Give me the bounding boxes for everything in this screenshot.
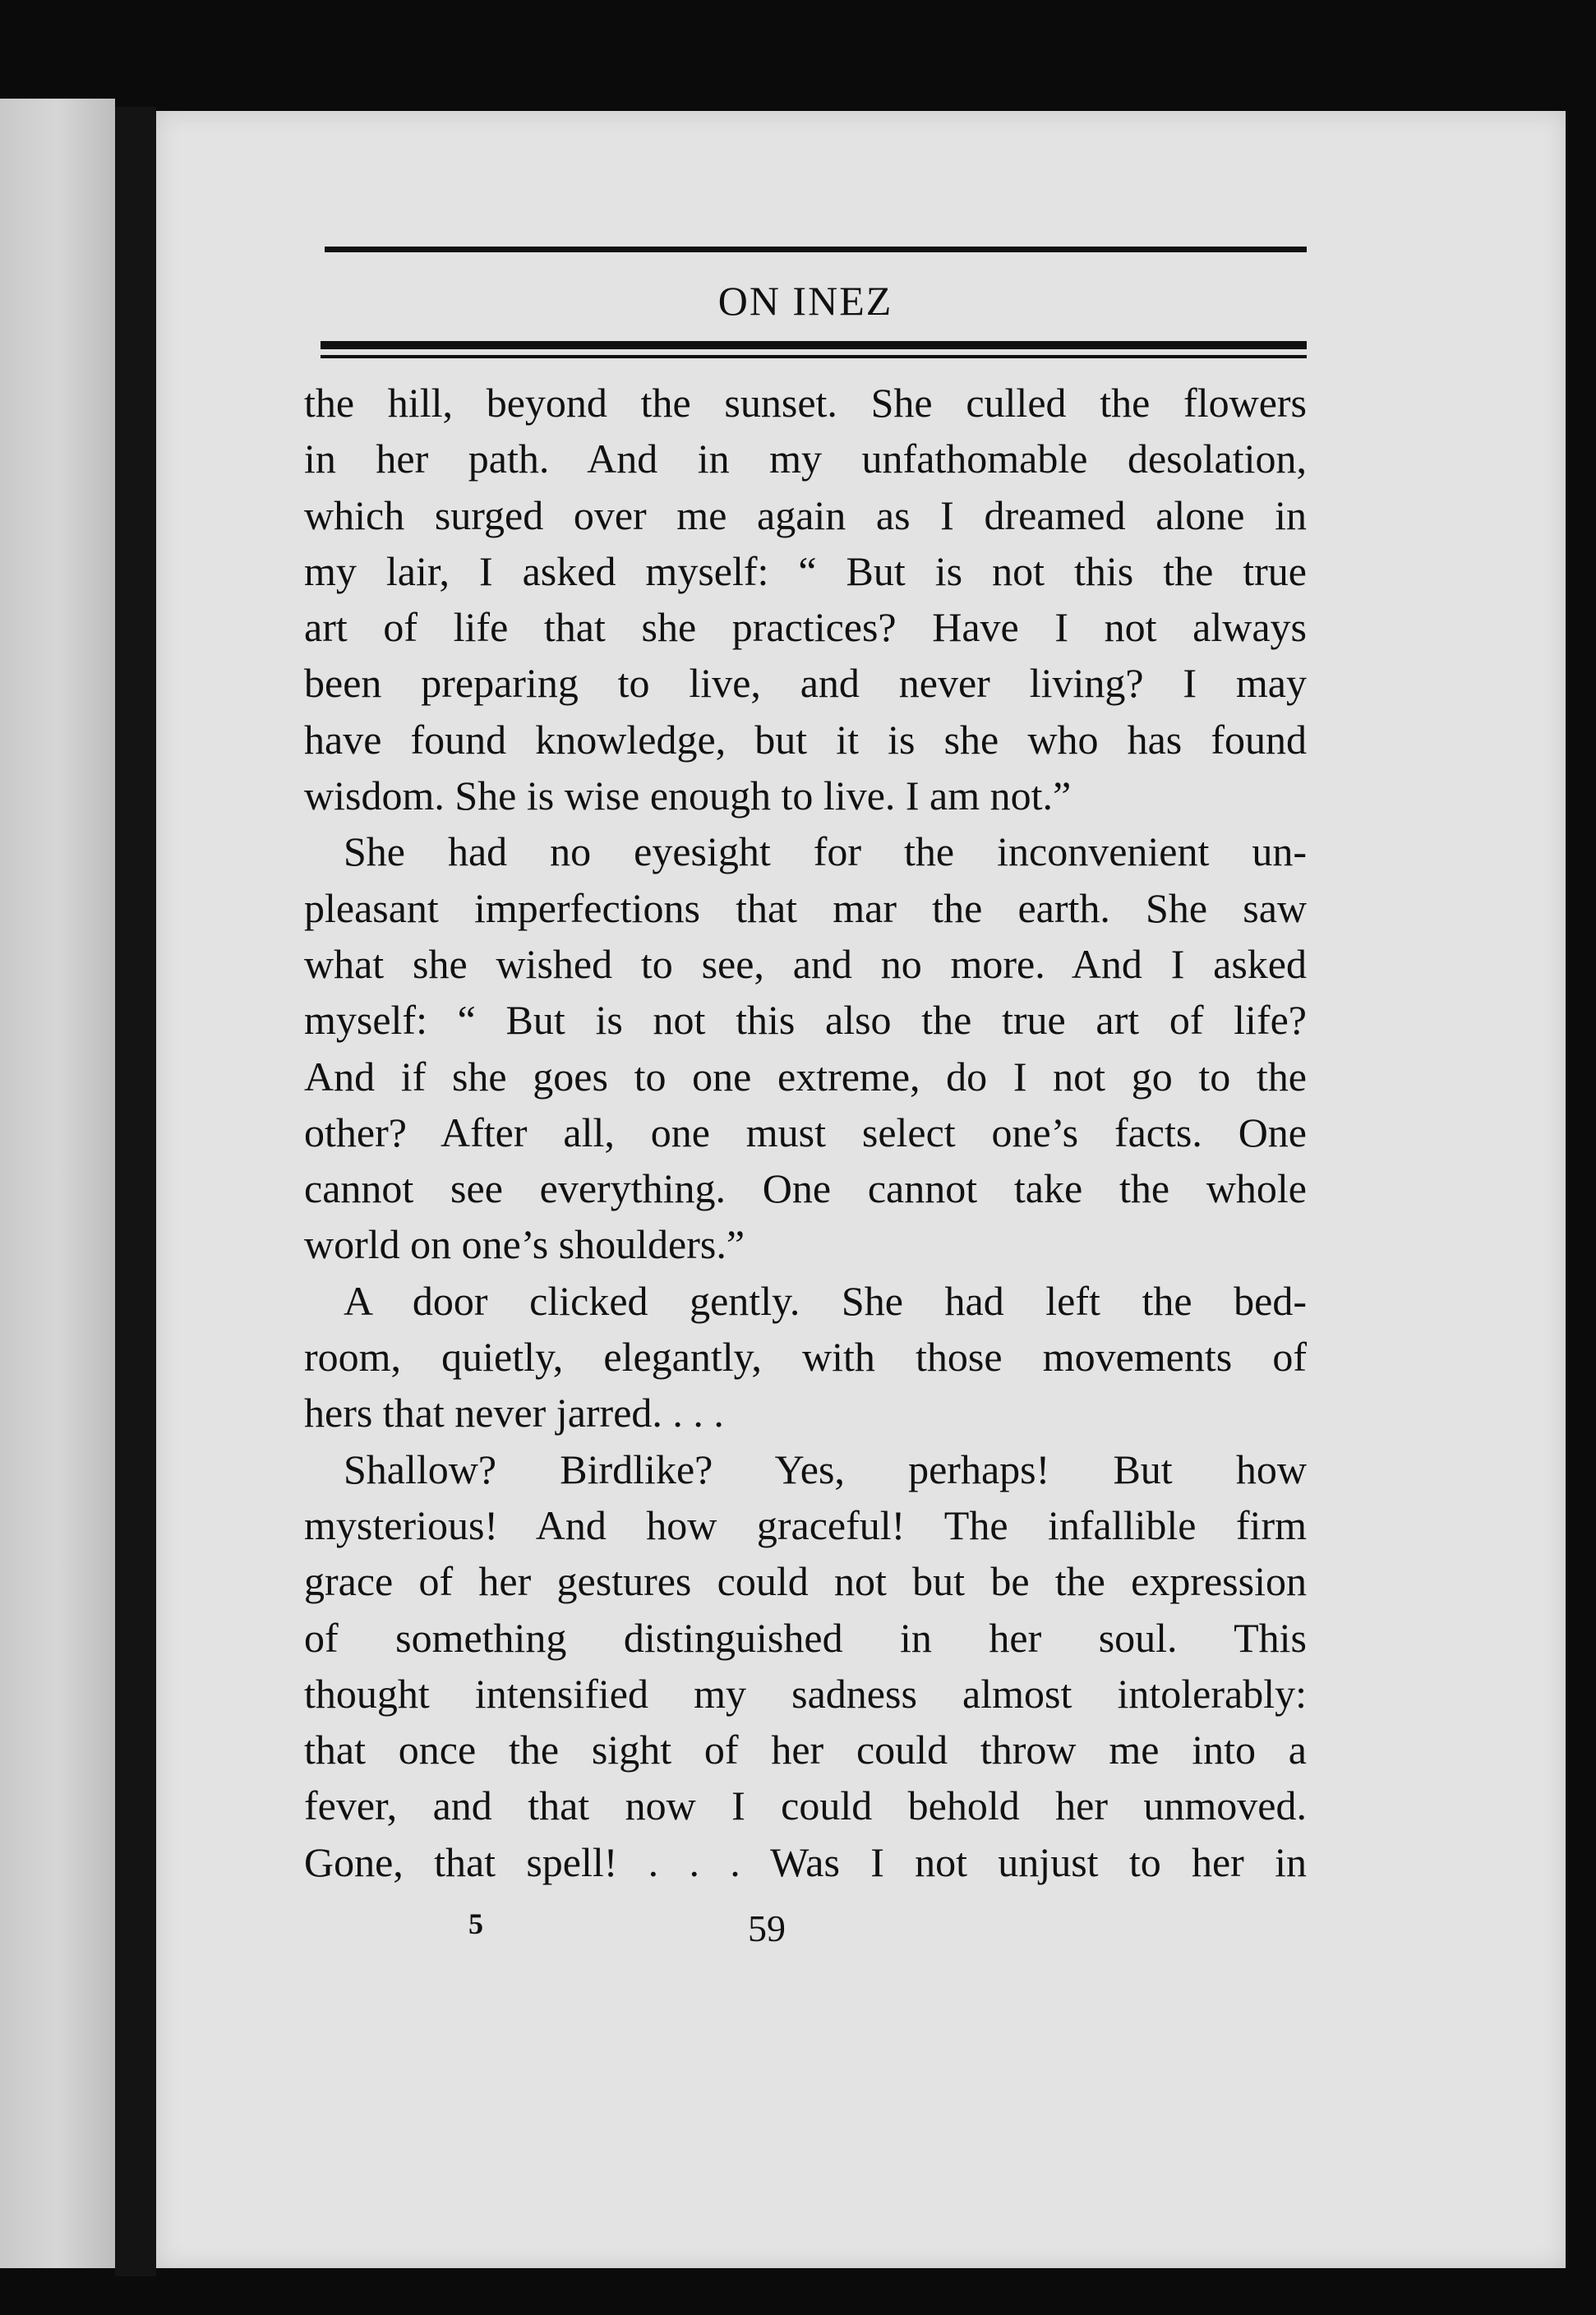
header-top-rule [325, 247, 1307, 252]
text-line: myself: “ But is not this also the true art of life? [304, 997, 1307, 1044]
text-line: of something distinguished in her soul. This [304, 1614, 1307, 1661]
text-line: art of life that she practices? Have I not always [304, 604, 1307, 651]
header-bottom-rule-thick [321, 341, 1307, 349]
running-head: ON INEZ [717, 278, 893, 324]
text-line: fever, and that now I could behold her unmoved. [304, 1782, 1307, 1829]
paragraph-first-line: Shallow? Birdlike? Yes, perhaps! But how [344, 1446, 1307, 1492]
text-line: Gone, that spell! . . . Was I not unjust to her in [304, 1838, 1307, 1885]
text-line: room, quietly, elegantly, with those movements of [304, 1334, 1307, 1381]
text-line: been preparing to live, and never living? I may [304, 660, 1307, 707]
paragraph-first-line: She had no eyesight for the inconvenient un- [344, 828, 1307, 875]
text-line: my lair, I asked myself: “ But is not this the true [304, 547, 1307, 594]
text-line: wisdom. She is wise enough to live. I am not.” [304, 772, 1072, 819]
text-line: which surged over me again as I dreamed alone in [304, 491, 1307, 538]
text-line: what she wished to see, and no more. And I asked [304, 940, 1307, 987]
text-line: And if she goes to one extreme, do I not go to the [304, 1053, 1307, 1100]
text-line: grace of her gestures could not but be the expression [304, 1558, 1307, 1605]
page-number: 59 [748, 1907, 786, 1950]
text-line: pleasant imperfections that mar the earth. She saw [304, 884, 1307, 931]
facing-page-edge [0, 99, 115, 2268]
text-line: hers that never jarred. . . . [304, 1390, 724, 1436]
text-line: have found knowledge, but it is she who has found [304, 716, 1307, 763]
text-line: the hill, beyond the sunset. She culled the flowers [304, 380, 1307, 426]
text-line: thought intensified my sadness almost intolerably: [304, 1670, 1307, 1717]
text-line: other? After all, one must select one’s facts. One [304, 1109, 1307, 1155]
page-shadow [1566, 123, 1596, 2276]
paragraph-first-line: A door clicked gently. She had left the bed- [344, 1277, 1307, 1324]
signature-mark: 5 [468, 1907, 483, 1941]
text-line: that once the sight of her could throw me into a [304, 1727, 1307, 1773]
text-line: mysterious! And how graceful! The infallible firm [304, 1501, 1307, 1548]
book-gutter [115, 107, 156, 2276]
page-content [304, 247, 1307, 1956]
text-line: world on one’s shoulders.” [304, 1221, 745, 1268]
body-text [304, 375, 1307, 1890]
page-footer [304, 1907, 1307, 1956]
text-line: cannot see everything. One cannot take the whole [304, 1165, 1307, 1212]
header-bottom-rule-thin [321, 355, 1307, 358]
text-line: in her path. And in my unfathomable desolation, [304, 436, 1307, 482]
